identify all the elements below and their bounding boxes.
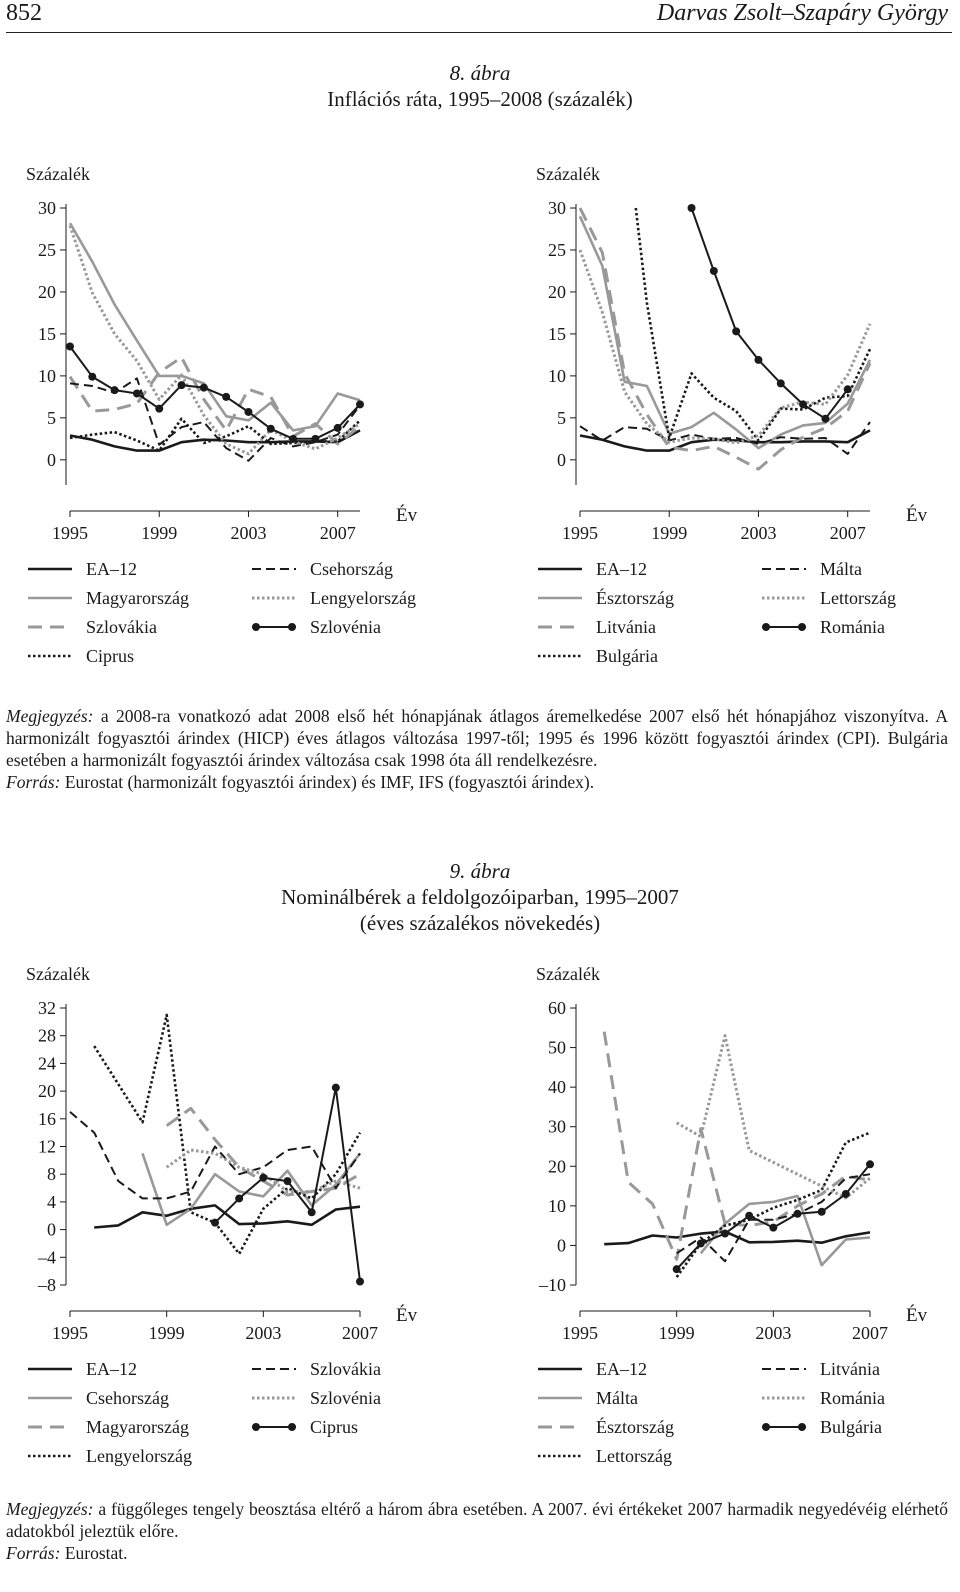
y-tick-label: –8	[38, 1275, 56, 1295]
y-tick-label: 50	[548, 1037, 566, 1058]
data-point-romania	[844, 385, 852, 393]
legend-marker	[798, 623, 806, 631]
data-point-bulgaria	[794, 1210, 802, 1218]
data-point-ciprus	[259, 1174, 267, 1182]
legend-label-litvania: Litvánia	[596, 617, 656, 637]
legend-label-esztorszag: Észtország	[596, 1417, 674, 1437]
data-point-szlovenia	[222, 393, 230, 401]
y-tick-label: 24	[38, 1053, 56, 1074]
page-number: 852	[6, 0, 42, 26]
figure9-number: 9. ábra	[449, 859, 511, 883]
legend-marker	[252, 1423, 260, 1431]
series-line-lettorszag	[677, 1133, 870, 1278]
plot-area	[604, 1032, 874, 1277]
y-tick-label: 5	[557, 407, 566, 428]
y-tick-label: 30	[548, 1116, 566, 1137]
y-axis-label: Százalék	[26, 164, 90, 184]
x-tick-label: 1999	[658, 1323, 695, 1343]
data-point-szlovenia	[356, 400, 364, 408]
data-point-bulgaria	[673, 1265, 681, 1273]
legend-label-magyarorszag: Magyarország	[86, 588, 189, 608]
y-tick-label: 8	[47, 1164, 56, 1185]
series-line-ea-12	[94, 1205, 360, 1227]
y-tick-label: 20	[548, 281, 566, 302]
legend-label-lengyelorszag: Lengyelország	[86, 1446, 192, 1466]
data-point-romania	[799, 400, 807, 408]
x-tick-label: 2007	[852, 1323, 888, 1343]
y-tick-label: 25	[38, 239, 56, 260]
data-point-bulgaria	[866, 1160, 874, 1168]
legend-label-magyarorszag: Magyarország	[86, 1417, 189, 1437]
note-label: Megjegyzés:	[6, 706, 94, 726]
y-tick-label: 0	[557, 449, 566, 470]
figure9-note	[6, 1498, 948, 1564]
y-tick-label: 32	[38, 998, 56, 1018]
note-text: a függőleges tengely beosztása eltérő a három ábra esetében. A 2007. évi értékeket 2007 harmadik negyedévéig elérhető adatokból jeleztük előre.	[6, 1499, 948, 1541]
x-tick-label: 2003	[755, 1323, 792, 1343]
legend-label-szlovakia: Szlovákia	[86, 617, 157, 637]
chart-inflation-left	[20, 160, 460, 680]
data-point-szlovenia	[334, 424, 342, 432]
legend-label-ciprus: Ciprus	[310, 1417, 359, 1437]
legend-label-bulgaria: Bulgária	[596, 646, 658, 666]
x-tick-label: 2003	[740, 523, 777, 543]
legend-label-romania: Románia	[820, 1388, 885, 1408]
y-tick-label: 5	[47, 407, 56, 428]
note-text: a 2008-ra vonatkozó adat 2008 első hét hónapjának átlagos áremelkedése 2007 első hét hónapjához viszonyítva. A harmonizált fogyasztói árindex (HICP) éves átlagos változása 1997-től; 1995 és 1996 között fogyasztói árindex (CPI). Bulgária esetében a harmonizált fogyasztói árindex változása csak 1998 óta áll rendelkezésre.	[6, 706, 948, 770]
series-line-lettorszag	[580, 250, 870, 443]
y-tick-label: 20	[38, 281, 56, 302]
legend-label-szlovakia: Szlovákia	[310, 1359, 381, 1379]
legend-label-csehorszag: Csehország	[310, 559, 393, 579]
data-point-romania	[777, 379, 785, 387]
series-line-szlovenia	[167, 1150, 360, 1192]
figure9-title	[0, 858, 960, 936]
legend-marker	[762, 1423, 770, 1431]
legend-label-litvania: Litvánia	[820, 1359, 880, 1379]
y-tick-label: 30	[38, 198, 56, 218]
note-label: Megjegyzés:	[6, 1499, 94, 1519]
x-tick-label: 1999	[651, 523, 688, 543]
legend-label-szlovenia: Szlovénia	[310, 1388, 381, 1408]
figure8-note	[6, 705, 948, 793]
y-axis-label: Százalék	[26, 964, 90, 984]
legend-label-esztorszag: Észtország	[596, 588, 674, 608]
x-tick-label: 2003	[230, 523, 267, 543]
series-line-esztorszag	[580, 216, 870, 448]
y-tick-label: 0	[47, 449, 56, 470]
data-point-bulgaria	[745, 1212, 753, 1220]
data-point-bulgaria	[842, 1190, 850, 1198]
chart-inflation-right	[530, 160, 960, 680]
plot-area	[66, 223, 364, 461]
series-line-romania	[692, 208, 848, 419]
data-point-szlovenia	[267, 425, 275, 433]
data-point-romania	[710, 267, 718, 275]
x-tick-label: 2007	[319, 523, 356, 543]
data-point-szlovenia	[178, 381, 186, 389]
series-line-ea-12	[580, 430, 870, 450]
legend-marker	[762, 623, 770, 631]
legend-label-lettorszag: Lettország	[596, 1446, 672, 1466]
source-label: Forrás:	[6, 772, 61, 792]
y-tick-label: –4	[38, 1247, 56, 1268]
y-tick-label: 10	[548, 365, 566, 386]
y-axis-label: Százalék	[536, 964, 600, 984]
data-point-bulgaria	[769, 1224, 777, 1232]
series-line-magyarorszag	[70, 223, 360, 430]
y-tick-label: 20	[548, 1156, 566, 1177]
legend-marker	[288, 623, 296, 631]
data-point-ciprus	[284, 1177, 292, 1185]
y-tick-label: 40	[548, 1077, 566, 1098]
y-tick-label: 0	[47, 1219, 56, 1240]
running-author: Darvas Zsolt–Szapáry György	[656, 0, 948, 26]
data-point-ciprus	[308, 1208, 316, 1216]
y-tick-label: 60	[548, 998, 566, 1018]
chart-wages-right	[530, 960, 960, 1480]
data-point-szlovenia	[311, 435, 319, 443]
legend-label-ea-12: EA–12	[86, 1359, 137, 1379]
legend-label-ciprus: Ciprus	[86, 646, 135, 666]
plot-area	[580, 204, 870, 469]
legend-label-ea-12: EA–12	[596, 1359, 647, 1379]
x-axis-label: Év	[396, 1305, 418, 1326]
x-axis-label: Év	[906, 1305, 928, 1326]
data-point-ciprus	[356, 1278, 364, 1286]
x-tick-label: 1999	[148, 1323, 185, 1343]
source-text: Eurostat (harmonizált fogyasztói árindex) és IMF, IFS (fogyasztói árindex).	[60, 772, 595, 792]
legend-label-lengyelorszag: Lengyelország	[310, 588, 416, 608]
y-tick-label: 15	[38, 323, 56, 344]
data-point-romania	[754, 356, 762, 364]
data-point-szlovenia	[66, 343, 74, 351]
data-point-romania	[688, 204, 696, 212]
data-point-ciprus	[235, 1194, 243, 1202]
chart-wages-left	[20, 960, 460, 1480]
legend-label-lettorszag: Lettország	[820, 588, 896, 608]
data-point-bulgaria	[818, 1208, 826, 1216]
legend-marker	[288, 1423, 296, 1431]
data-point-ciprus	[211, 1219, 219, 1227]
series-line-romania	[677, 1036, 870, 1198]
source-text: Eurostat.	[60, 1543, 128, 1563]
plot-area	[70, 1015, 364, 1286]
x-axis-label: Év	[396, 505, 418, 526]
x-axis-label: Év	[906, 505, 928, 526]
legend-marker	[252, 623, 260, 631]
figure9-caption-2: (éves százalékos növekedés)	[359, 911, 601, 935]
y-tick-label: 30	[548, 198, 566, 218]
legend-label-szlovenia: Szlovénia	[310, 617, 381, 637]
series-line-malta	[580, 422, 870, 454]
y-tick-label: 15	[548, 323, 566, 344]
data-point-szlovenia	[133, 390, 141, 398]
y-tick-label: 4	[47, 1191, 56, 1212]
legend-marker	[798, 1423, 806, 1431]
y-tick-label: 12	[38, 1136, 56, 1157]
data-point-bulgaria	[721, 1230, 729, 1238]
x-tick-label: 1995	[562, 523, 598, 543]
y-tick-label: 10	[548, 1195, 566, 1216]
data-point-szlovenia	[200, 384, 208, 392]
data-point-szlovenia	[111, 386, 119, 394]
figure8-number: 8. ábra	[449, 61, 511, 85]
y-tick-label: 28	[38, 1025, 56, 1046]
figure8-title	[0, 60, 960, 112]
figure9-caption-1: Nominálbérek a feldolgozóiparban, 1995–2007	[281, 885, 679, 909]
y-tick-label: 20	[38, 1081, 56, 1102]
x-tick-label: 2007	[342, 1323, 378, 1343]
data-point-szlovenia	[244, 408, 252, 416]
source-label: Forrás:	[6, 1543, 61, 1563]
data-point-szlovenia	[155, 405, 163, 413]
data-point-ciprus	[332, 1084, 340, 1092]
legend-label-ea-12: EA–12	[86, 559, 137, 579]
data-point-szlovenia	[289, 435, 297, 443]
legend-label-ea-12: EA–12	[596, 559, 647, 579]
y-tick-label: 0	[557, 1235, 566, 1256]
y-axis-label: Százalék	[536, 164, 600, 184]
y-tick-label: 10	[38, 365, 56, 386]
y-tick-label: 25	[548, 239, 566, 260]
legend-label-csehorszag: Csehország	[86, 1388, 169, 1408]
legend-label-malta: Málta	[596, 1388, 638, 1408]
x-tick-label: 1999	[141, 523, 178, 543]
data-point-romania	[732, 327, 740, 335]
legend-label-bulgaria: Bulgária	[820, 1417, 882, 1437]
legend-label-romania: Románia	[820, 617, 885, 637]
legend-label-malta: Málta	[820, 559, 862, 579]
data-point-szlovenia	[88, 373, 96, 381]
figure8-caption: Inflációs ráta, 1995–2008 (százalék)	[327, 87, 633, 111]
data-point-romania	[821, 415, 829, 423]
running-header	[6, 0, 952, 33]
x-tick-label: 2003	[245, 1323, 282, 1343]
x-tick-label: 1995	[562, 1323, 598, 1343]
series-line-lengyelorszag	[70, 226, 360, 454]
series-line-litvania	[580, 208, 870, 469]
y-tick-label: –10	[539, 1275, 566, 1295]
x-tick-label: 1995	[52, 1323, 88, 1343]
y-tick-label: 16	[38, 1108, 56, 1129]
x-tick-label: 2007	[829, 523, 866, 543]
data-point-bulgaria	[697, 1239, 705, 1247]
x-tick-label: 1995	[52, 523, 88, 543]
